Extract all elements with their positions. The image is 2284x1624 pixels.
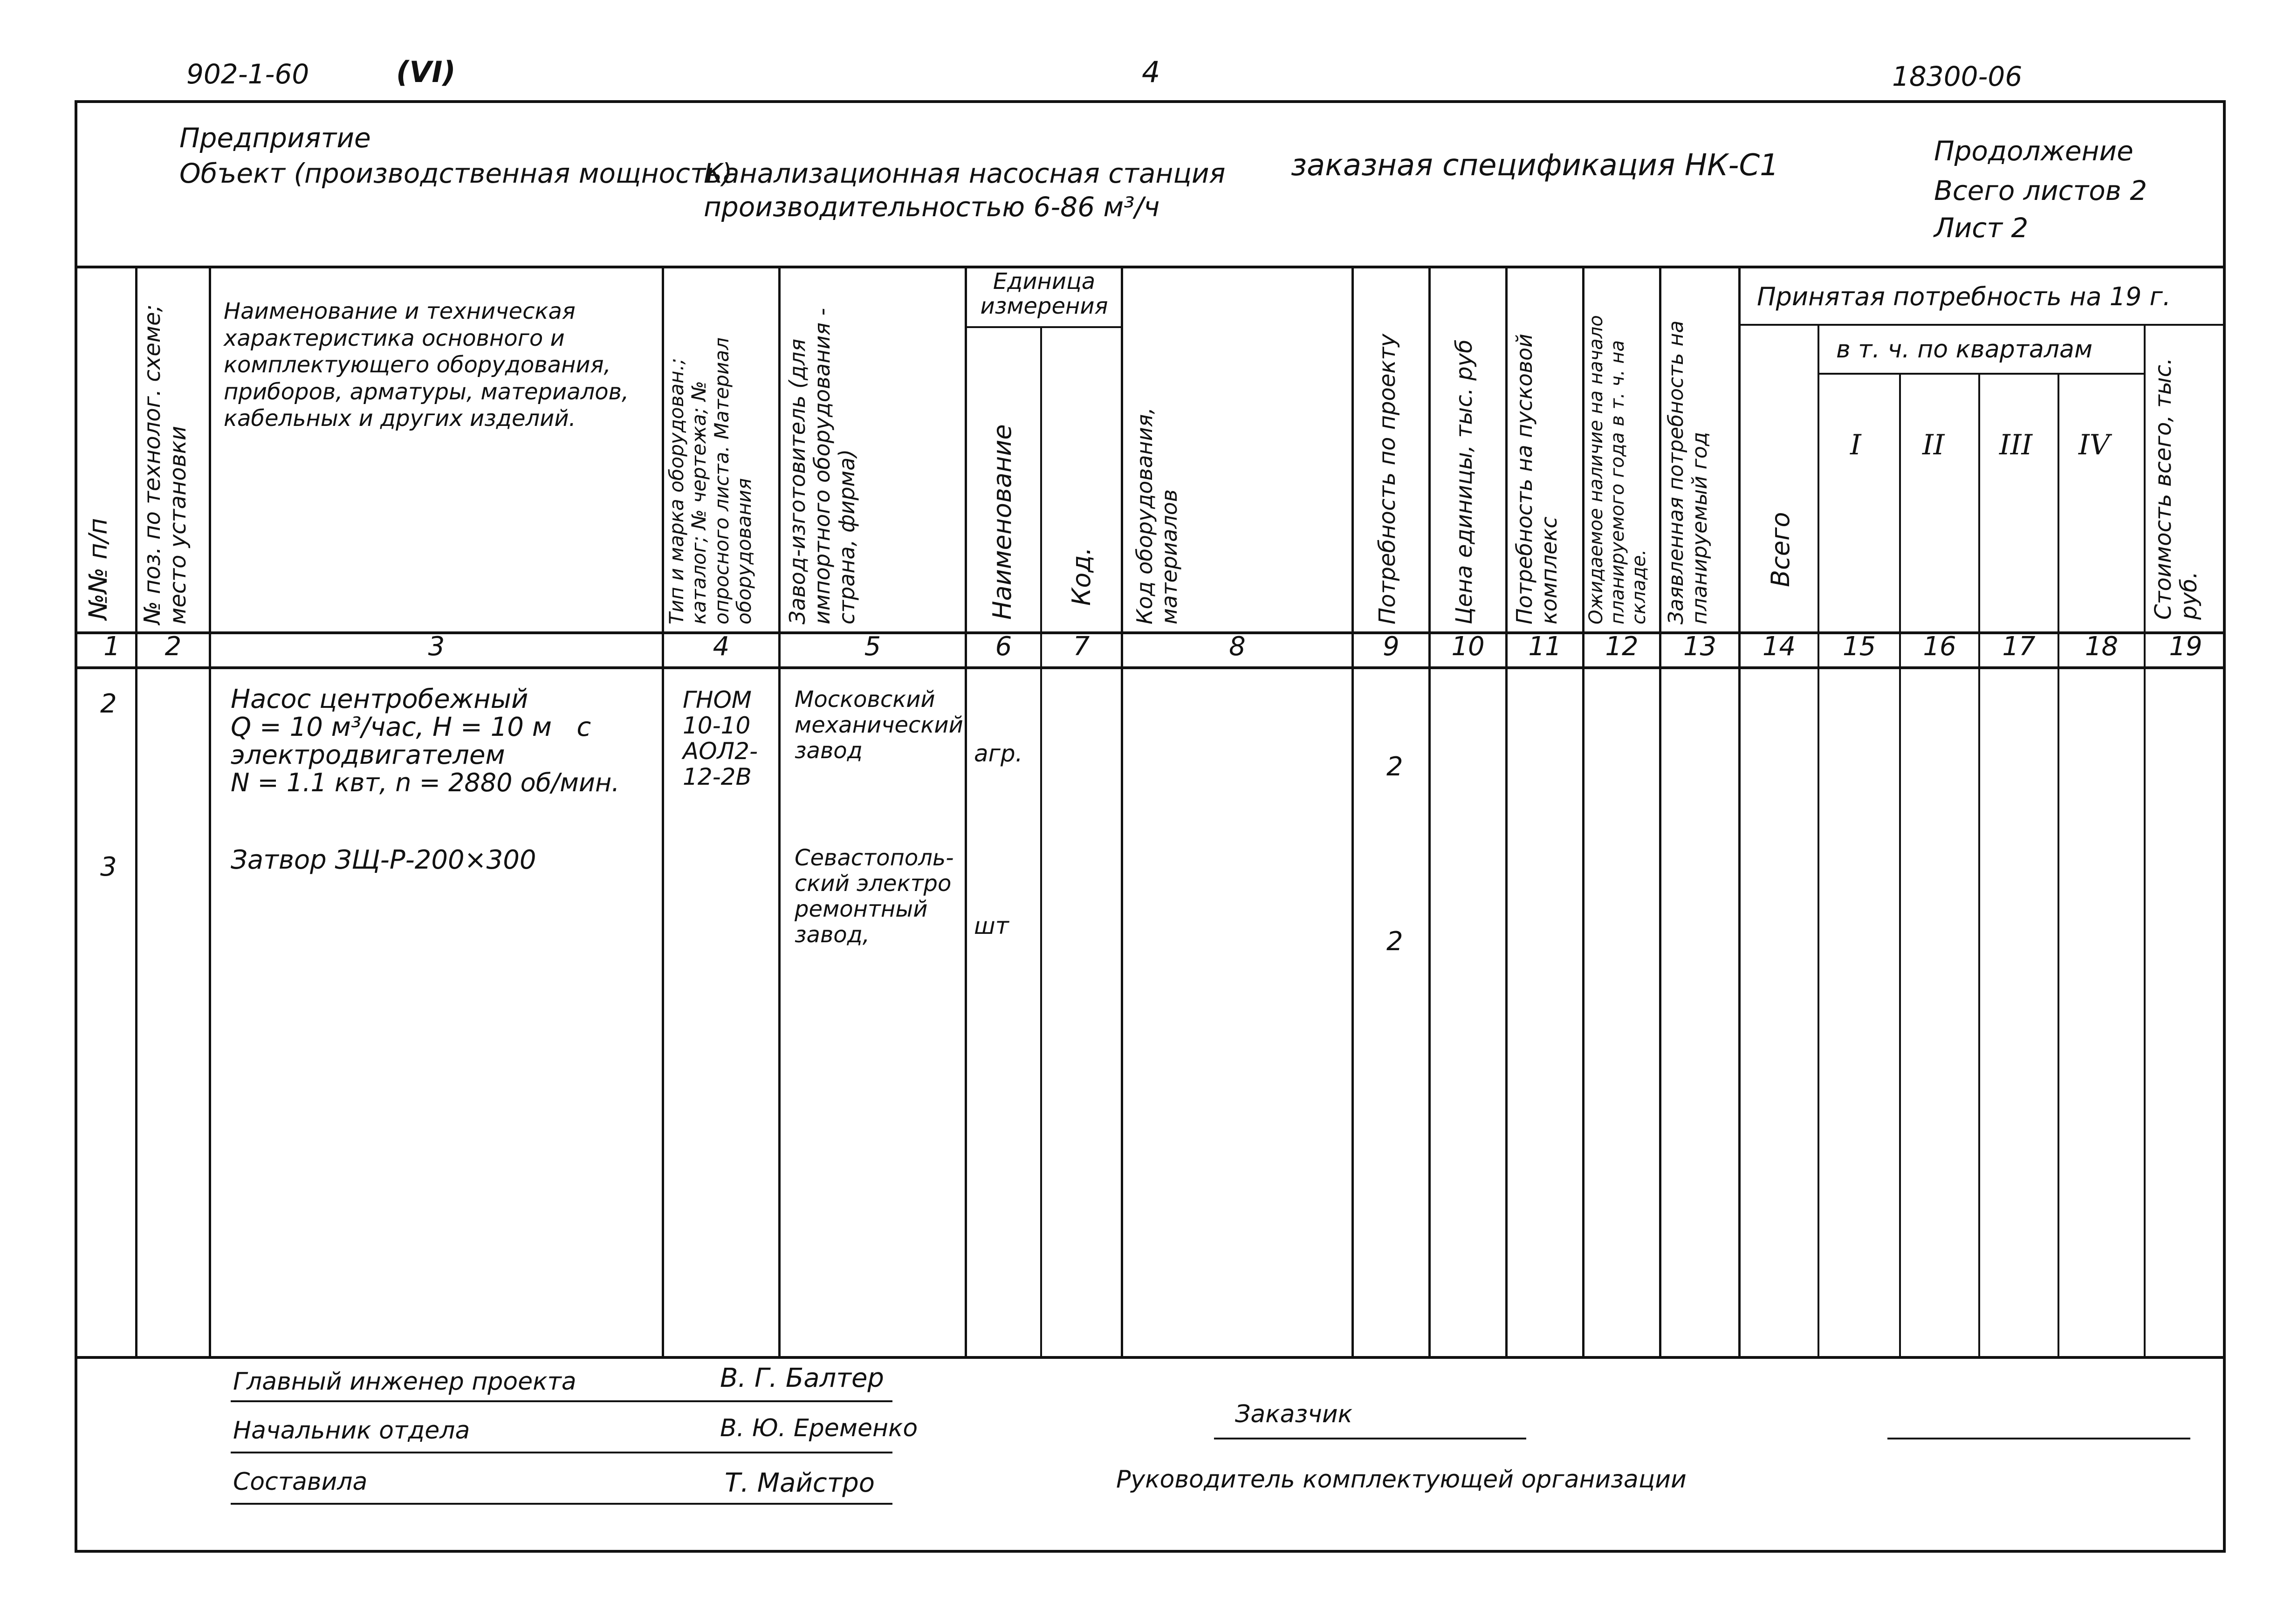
quarters-group-divider: [1818, 373, 2144, 375]
row-1-name-line3: электродвигателем: [231, 740, 505, 770]
col-header-6: Наименование: [988, 424, 1017, 620]
col-header-11: Потребность на пусковой комплекс: [1512, 334, 1562, 624]
sheet-code: 18300-06: [1892, 61, 2023, 92]
row-1-maker-line3: завод: [795, 738, 863, 764]
sheet-number: Лист 2: [1934, 212, 2029, 244]
col-number: 10: [1451, 631, 1485, 662]
col-number: 1: [103, 631, 120, 662]
row-2-maker-line3: ремонтный: [795, 896, 928, 922]
col-line-15: [1899, 373, 1901, 1356]
chief-engineer-line: [231, 1400, 892, 1402]
object-value-line1: Канализационная насосная станция: [704, 158, 1226, 189]
customer-line: [1214, 1438, 1526, 1439]
customer-label: Заказчик: [1235, 1400, 1353, 1428]
col-header-14: Всего: [1766, 512, 1795, 587]
row-1-name-line2: Q = 10 м³/час, H = 10 м с: [231, 712, 591, 742]
col-number: 16: [1923, 631, 1956, 662]
chief-engineer-name: В. Г. Балтер: [720, 1363, 884, 1393]
object-label: Объект (производственная мощность): [179, 158, 733, 189]
row-1-name-line1: Насос центробежный: [231, 684, 528, 714]
row-1-name-line4: N = 1.1 квт, n = 2880 об/мин.: [231, 768, 620, 797]
col-line-5: [965, 266, 967, 1356]
quarter-3-header: III: [1999, 429, 2033, 461]
col-header-8: Код оборудования, материалов: [1132, 407, 1182, 624]
accepted-group-header: Принятая потребность на 19 г.: [1757, 282, 2171, 311]
quarter-1-header: I: [1850, 429, 1861, 461]
col-line-4: [778, 266, 781, 1356]
col-header-3: Наименование и техническая характеристика основного и комплектующего оборудования, приборов, арматуры, материалов, кабельных и других изделий.: [224, 298, 629, 432]
col-line-9: [1428, 266, 1431, 1356]
col-header-10: Цена единицы, тыс. руб: [1451, 339, 1477, 624]
row-2-unit: шт: [974, 912, 1009, 939]
col-line-17: [2058, 373, 2059, 1356]
table-bottom: [75, 1356, 2226, 1359]
col-number: 11: [1528, 631, 1562, 662]
row-2-quantity: 2: [1386, 926, 1403, 957]
col-header-7: Код.: [1067, 547, 1096, 606]
col-header-9: Потребность по проекту: [1374, 334, 1400, 624]
col-line-3: [662, 266, 664, 1356]
header-divider: [75, 266, 2226, 268]
col-number: 19: [2169, 631, 2202, 662]
row-1-maker-line2: механический: [795, 712, 963, 738]
col-header-12: Ожидаемое наличие на начало планируемого года в т. ч. на складе.: [1585, 315, 1650, 624]
col-number: 7: [1073, 631, 1090, 662]
col-header-19: Стоимость всего, тыс. руб.: [2150, 357, 2202, 620]
total-sheets: Всего листов 2: [1934, 175, 2147, 206]
col-line-18: [2144, 324, 2146, 1356]
enterprise-label: Предприятие: [179, 122, 371, 154]
row-1-type-line3: АОЛ2-: [683, 738, 758, 765]
col-header-1: №№ п/п: [83, 518, 113, 620]
dept-head-line: [231, 1452, 892, 1453]
col-number: 5: [864, 631, 881, 662]
row-2-maker-line2: ский электро: [795, 870, 952, 897]
row-1-number: 2: [100, 689, 117, 719]
col-header-13: Заявленная потребность на планируемый год: [1664, 320, 1712, 624]
compiled-by-label: Составила: [233, 1468, 368, 1496]
col-header-2: № поз. по технолог. схеме; место установки: [139, 304, 192, 624]
column-number-row-bottom: [75, 666, 2226, 669]
col-line-7: [1121, 266, 1123, 1356]
quarter-4-header: IV: [2078, 429, 2110, 461]
unit-group-divider: [965, 326, 1121, 328]
col-number: 14: [1762, 631, 1796, 662]
organization-head-label: Руководитель комплектующей организации: [1116, 1466, 1687, 1494]
quarter-2-header: II: [1922, 429, 1945, 461]
page-number: 4: [1142, 55, 1160, 89]
quarters-group-header: в т. ч. по кварталам: [1836, 336, 2093, 363]
row-1-maker-line1: Московский: [795, 686, 935, 713]
col-number: 8: [1229, 631, 1246, 662]
row-1-unit: агр.: [974, 740, 1023, 767]
col-number: 12: [1605, 631, 1639, 662]
col-header-4: Тип и марка оборудован.; каталог; № чертежа; № опросного листа. Материал оборудования: [665, 337, 755, 624]
col-line-10: [1505, 266, 1508, 1356]
row-1-quantity: 2: [1386, 752, 1403, 782]
row-2-maker-line1: Севастополь-: [795, 845, 954, 871]
compiled-by-line: [231, 1503, 892, 1505]
row-1-type-line1: ГНОМ: [683, 686, 752, 713]
col-number: 17: [2002, 631, 2036, 662]
col-line-8: [1351, 266, 1354, 1356]
row-2-maker-line4: завод,: [795, 922, 870, 948]
customer-signature-line: [1887, 1438, 2190, 1439]
col-line-2: [209, 266, 211, 1356]
col-number: 3: [428, 631, 445, 662]
accepted-group-divider: [1738, 324, 2226, 326]
row-2-name-line1: Затвор ЗЩ-Р-200×300: [231, 845, 536, 875]
col-number: 4: [713, 631, 730, 662]
dept-head-label: Начальник отдела: [233, 1417, 470, 1445]
col-number: 6: [995, 631, 1012, 662]
compiled-by-name: Т. Майстро: [725, 1468, 875, 1498]
document-code: 902-1-60: [186, 58, 309, 90]
col-number: 9: [1383, 631, 1399, 662]
row-1-type-line2: 10-10: [683, 712, 751, 739]
col-line-14: [1818, 324, 1819, 1356]
col-line-11: [1582, 266, 1584, 1356]
col-line-6: [1040, 326, 1042, 1356]
object-value-line2: производительностью 6-86 м³/ч: [704, 191, 1160, 223]
continuation-label: Продолжение: [1934, 135, 2133, 167]
row-1-type-line4: 12-2В: [683, 763, 752, 790]
unit-group-header: Единица измерения: [980, 268, 1108, 319]
col-line-13: [1738, 266, 1741, 1356]
col-number: 18: [2085, 631, 2119, 662]
col-number: 13: [1683, 631, 1717, 662]
col-number: 15: [1842, 631, 1876, 662]
row-2-number: 3: [100, 852, 117, 882]
col-line-16: [1978, 373, 1980, 1356]
chief-engineer-label: Главный инженер проекта: [233, 1368, 576, 1396]
col-line-1: [135, 266, 137, 1356]
col-line-12: [1659, 266, 1661, 1356]
spec-title: заказная спецификация НК-С1: [1291, 148, 1779, 183]
col-header-5: Завод-изготовитель (для импортного оборудования - страна, фирма): [785, 308, 859, 624]
col-number: 2: [165, 631, 182, 662]
album-number: (VI): [396, 55, 456, 89]
dept-head-name: В. Ю. Еременко: [720, 1414, 918, 1442]
